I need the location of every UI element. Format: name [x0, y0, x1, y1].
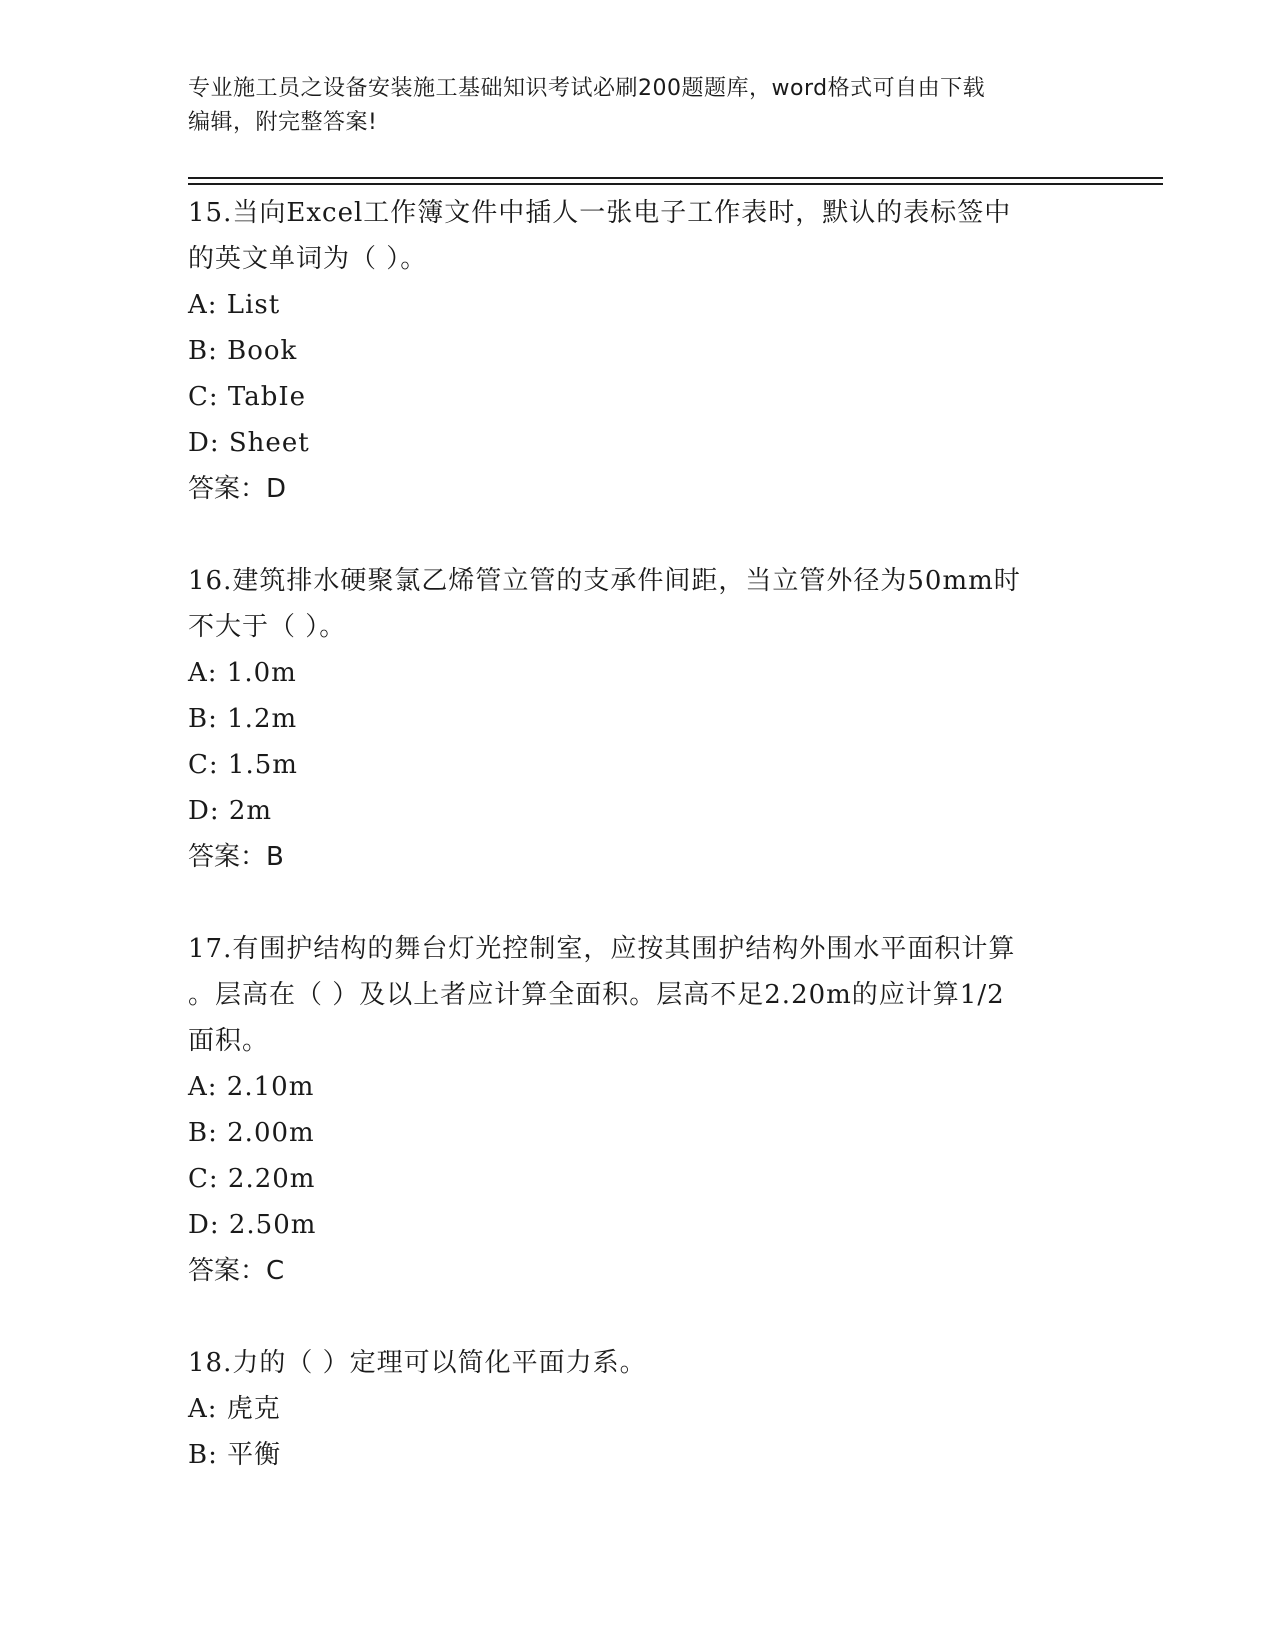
- header-line-1: 专业施工员之设备安装施工基础知识考试必刷200题题库，word格式可自由下载: [188, 76, 986, 101]
- question-15: [188, 190, 1088, 512]
- question-text-line-2: 不大于（ ）。: [188, 612, 347, 642]
- question-text-line-3: 面积。: [188, 1026, 270, 1056]
- option-c: C: 1.5m: [188, 750, 298, 780]
- question-text-line-1: 建筑排水硬聚氯乙烯管立管的支承件间距，当立管外径为50mm时: [232, 566, 1021, 596]
- question-17: [188, 926, 1088, 1294]
- answer: 答案：C: [188, 1256, 285, 1286]
- option-b: B: 1.2m: [188, 704, 298, 734]
- question-list: [188, 190, 1088, 1524]
- option-d: D: 2.50m: [188, 1210, 317, 1240]
- question-text-line-1: 有围护结构的舞台灯光控制室，应按其围护结构外围水平面积计算: [232, 934, 1016, 964]
- answer: 答案：D: [188, 474, 287, 504]
- question-text: [188, 190, 1088, 236]
- question-text-line-2: 的英文单词为（ ）。: [188, 244, 428, 274]
- option-d: D: 2m: [188, 796, 273, 826]
- option-a: A: List: [188, 290, 281, 320]
- question-16: [188, 558, 1088, 880]
- header-divider-top: [188, 177, 1163, 179]
- option-b: B: Book: [188, 336, 298, 366]
- question-text-line-1: 当向Excel工作簿文件中插人一张电子工作表时，默认的表标签中: [232, 198, 1012, 228]
- question-number: 17.: [188, 934, 233, 964]
- question-number: 18.: [188, 1348, 233, 1378]
- option-a: A: 2.10m: [188, 1072, 315, 1102]
- option-b: B: 2.00m: [188, 1118, 315, 1148]
- question-text-line-2: 。层高在（ ）及以上者应计算全面积。层高不足2.20m的应计算1/2: [188, 980, 1005, 1010]
- question-18: [188, 1340, 1088, 1478]
- option-d: D: Sheet: [188, 428, 310, 458]
- option-a: A: 虎克: [188, 1394, 281, 1424]
- question-number: 16.: [188, 566, 233, 596]
- question-text: [188, 1340, 1088, 1386]
- option-c: C: TabIe: [188, 382, 307, 412]
- document-header: [188, 72, 1078, 140]
- question-number: 15.: [188, 198, 233, 228]
- question-text: [188, 558, 1088, 604]
- header-line-2: 编辑，附完整答案!: [188, 110, 378, 135]
- option-c: C: 2.20m: [188, 1164, 316, 1194]
- answer: 答案：B: [188, 842, 284, 872]
- question-text-line-1: 力的（ ）定理可以简化平面力系。: [232, 1348, 647, 1378]
- header-divider-bottom: [188, 183, 1163, 185]
- option-b: B: 平衡: [188, 1440, 282, 1470]
- question-text: [188, 926, 1088, 972]
- option-a: A: 1.0m: [188, 658, 297, 688]
